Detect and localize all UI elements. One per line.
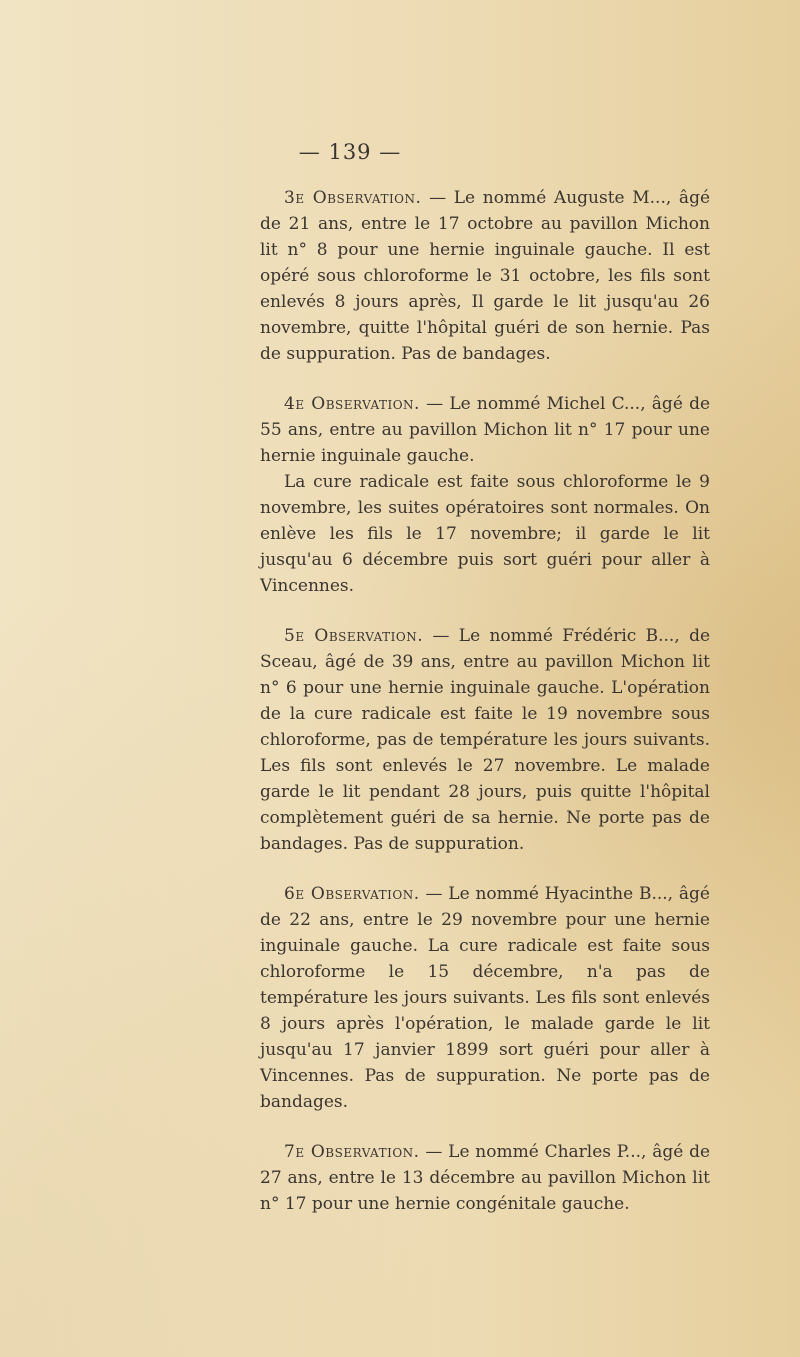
observation-paragraph: La cure radicale est faite sous chloroforme le 9 novembre, les suites opératoires sont normales. On enlève les fils le 17 novembre; il garde le lit jusqu'au 6 décembre puis sort guéri pour aller à Vincennes. [260,472,710,596]
observation-text: — Le nommé Hyacinthe B..., âgé de 22 ans, entre le 29 novembre pour une hernie inguinale gauche. La cure radicale est faite sous chloroforme le 15 décembre, n'a pas de température les jours suivants. Les fils sont enlevés 8 jours après l'opération, le malade garde le lit jusqu'au 17 janvier 1899 sort guéri pour aller à Vincennes. Pas de suppuration. Ne porte pas de bandages. [260,884,710,1112]
observation-5 [260,623,710,857]
page-body [260,185,710,1241]
observation-text: — Le nommé Michel C..., âgé de 55 ans, entre au pavillon Michon lit n° 17 pour une hernie inguinale gauche. [260,394,711,466]
observation-text: — Le nommé Auguste M..., âgé de 21 ans, entre le 17 octobre au pavillon Michon lit n° 8 pour une hernie inguinale gauche. Il est opéré sous chloroforme le 31 octobre, les fils sont enlevés 8 jours après, Il garde le lit jusqu'au 26 novembre, quitte l'hôpital guéri de son hernie. Pas de suppuration. Pas de bandages. [260,188,711,364]
observation-title: 5e Observation. [284,626,424,646]
page-number: — 139 — [298,140,402,164]
observation-6 [260,881,710,1115]
observation-title: 6e Observation. [284,884,420,904]
observation-paragraph [260,391,710,469]
observation-text: — Le nommé Charles P..., âgé de 27 ans, entre le 13 décembre au pavillon Michon lit n° 17 pour une hernie congénitale gauche. [260,1142,711,1214]
observation-paragraph [260,185,710,367]
observation-paragraph [260,881,710,1115]
observation-7 [260,1139,710,1217]
observation-text: — Le nommé Frédéric B..., de Sceau, âgé de 39 ans, entre au pavillon Michon lit n° 6 pour une hernie inguinale gauche. L'opération de la cure radicale est faite le 19 novembre sous chloroforme, pas de température les jours suivants. Les fils sont enlevés le 27 novembre. Le malade garde le lit pendant 28 jours, puis quitte l'hôpital complètement guéri de sa hernie. Ne porte pas de bandages. Pas de suppuration. [260,626,711,854]
observation-title: 3e Observation. [284,188,422,208]
observation-paragraph [260,1139,710,1217]
observation-title: 4e Observation. [284,394,420,414]
observation-4 [260,391,710,599]
observation-3 [260,185,710,367]
observation-paragraph [260,623,710,857]
observation-title: 7e Observation. [284,1142,420,1162]
